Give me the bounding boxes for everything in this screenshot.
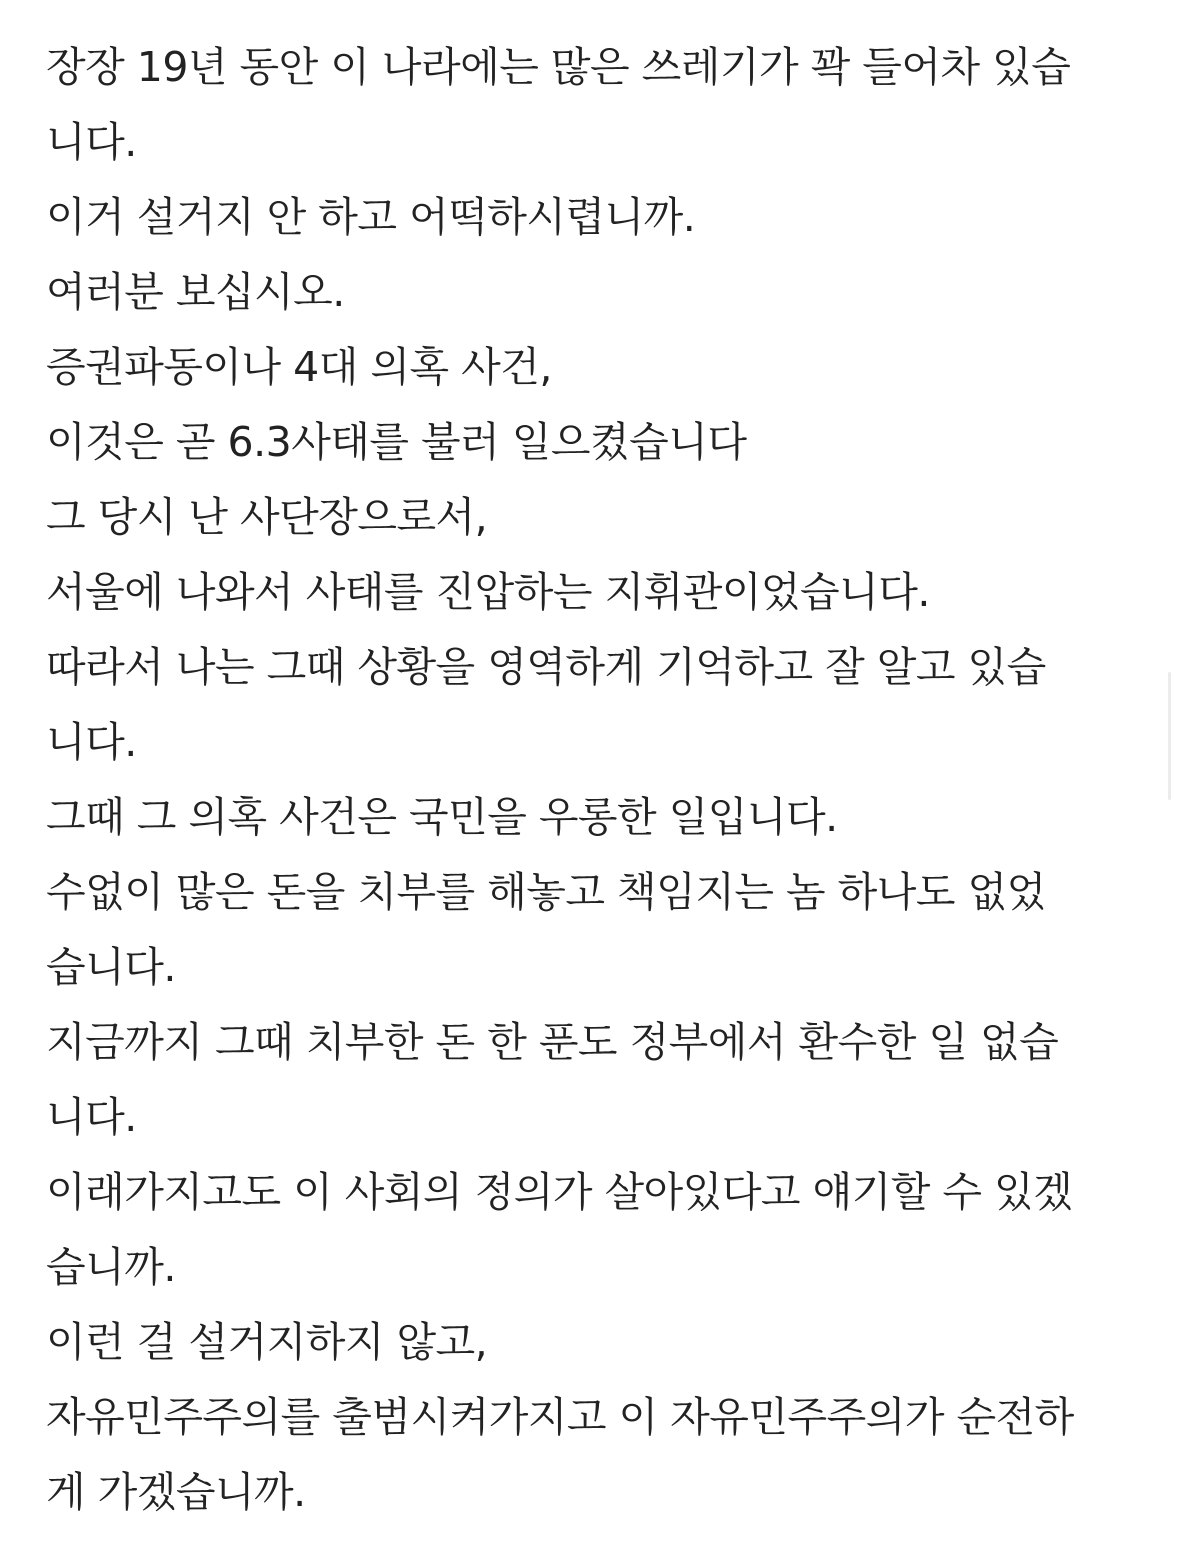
text-line: 서울에 나와서 사태를 진압하는 지휘관이었습니다. <box>46 568 930 616</box>
text-line: 습니까. <box>46 1243 176 1291</box>
text-line: 이런 걸 설거지하지 않고, <box>46 1318 488 1366</box>
article-text <box>46 30 1146 1530</box>
text-line: 자유민주주의를 출범시켜가지고 이 자유민주주의가 순전하 <box>46 1393 1074 1441</box>
text-line: 증권파동이나 4대 의혹 사건, <box>46 343 552 391</box>
text-line: 니다. <box>46 1093 137 1141</box>
scrollbar[interactable] <box>1168 672 1171 800</box>
text-line: 그 당시 난 사단장으로서, <box>46 493 488 541</box>
text-line: 니다. <box>46 718 137 766</box>
text-line: 습니다. <box>46 943 176 991</box>
text-line: 장장 19년 동안 이 나라에는 많은 쓰레기가 꽉 들어차 있습 <box>46 43 1071 91</box>
text-line: 따라서 나는 그때 상황을 영역하게 기억하고 잘 알고 있습 <box>46 643 1046 691</box>
text-line: 니다. <box>46 118 137 166</box>
text-line: 지금까지 그때 치부한 돈 한 푼도 정부에서 환수한 일 없습 <box>46 1018 1059 1066</box>
text-line: 이것은 곧 6.3사태를 불러 일으켰습니다 <box>46 418 747 466</box>
text-line: 수없이 많은 돈을 치부를 해놓고 책임지는 놈 하나도 없었 <box>46 868 1046 916</box>
text-line: 여러분 보십시오. <box>46 268 345 316</box>
text-line: 이래가지고도 이 사회의 정의가 살아있다고 얘기할 수 있겠 <box>46 1168 1073 1216</box>
text-line: 그때 그 의혹 사건은 국민을 우롱한 일입니다. <box>46 793 838 841</box>
text-line: 이거 설거지 안 하고 어떡하시렵니까. <box>46 193 696 241</box>
text-line: 게 가겠습니까. <box>46 1468 306 1516</box>
